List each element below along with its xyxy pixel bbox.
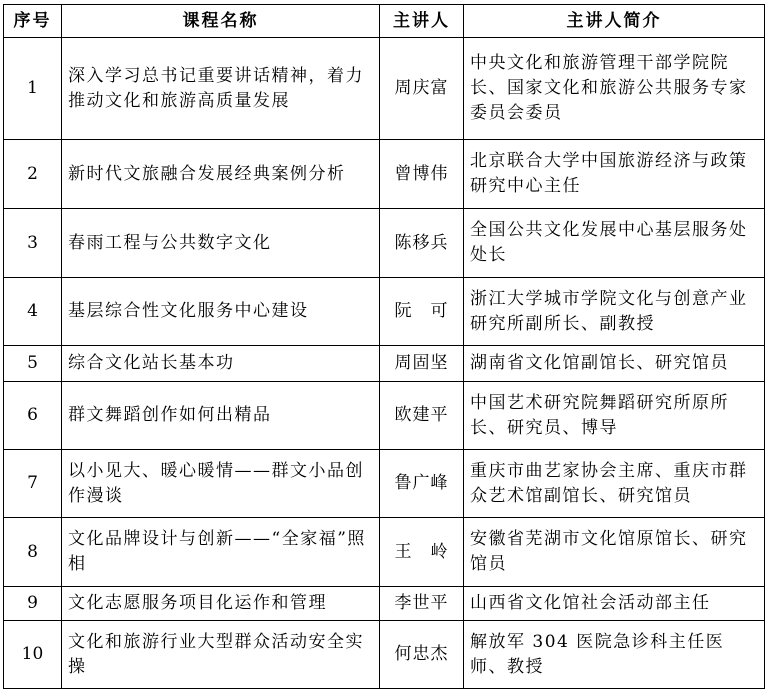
speaker-bio: 重庆市曲艺家协会主席、重庆市群众艺术馆副馆长、研究馆员 xyxy=(464,450,765,518)
speaker-name: 周固坚 xyxy=(380,346,464,382)
table-row xyxy=(4,209,765,278)
row-number: 9 xyxy=(4,587,62,621)
course-table xyxy=(3,4,765,689)
speaker-name: 陈移兵 xyxy=(380,209,464,278)
speaker-name: 李世平 xyxy=(380,587,464,621)
course-name: 深入学习总书记重要讲话精神，着力推动文化和旅游高质量发展 xyxy=(62,38,380,140)
table-row xyxy=(4,450,765,518)
table-row xyxy=(4,38,765,140)
course-name: 新时代文旅融合发展经典案例分析 xyxy=(62,140,380,209)
table-row xyxy=(4,382,765,450)
speaker-bio: 安徽省芜湖市文化馆原馆长、研究馆员 xyxy=(464,518,765,587)
speaker-name: 欧建平 xyxy=(380,382,464,450)
row-number: 4 xyxy=(4,278,62,346)
speaker-bio: 解放军 304 医院急诊科主任医师、教授 xyxy=(464,621,765,689)
table-row xyxy=(4,587,765,621)
speaker-bio: 浙江大学城市学院文化与创意产业研究所副所长、副教授 xyxy=(464,278,765,346)
speaker-bio: 全国公共文化发展中心基层服务处处长 xyxy=(464,209,765,278)
table-row xyxy=(4,140,765,209)
table-row xyxy=(4,621,765,689)
row-number: 2 xyxy=(4,140,62,209)
row-number: 10 xyxy=(4,621,62,689)
course-name: 以小见大、暖心暖情——群文小品创作漫谈 xyxy=(62,450,380,518)
row-number: 5 xyxy=(4,346,62,382)
speaker-name: 曾博伟 xyxy=(380,140,464,209)
speaker-name: 王 岭 xyxy=(380,518,464,587)
table-row xyxy=(4,346,765,382)
header-number: 序号 xyxy=(4,5,62,38)
speaker-name: 鲁广峰 xyxy=(380,450,464,518)
course-name: 文化和旅游行业大型群众活动安全实操 xyxy=(62,621,380,689)
course-name: 群文舞蹈创作如何出精品 xyxy=(62,382,380,450)
speaker-bio: 山西省文化馆社会活动部主任 xyxy=(464,587,765,621)
course-name: 综合文化站长基本功 xyxy=(62,346,380,382)
speaker-bio: 中国艺术研究院舞蹈研究所原所长、研究员、博导 xyxy=(464,382,765,450)
row-number: 8 xyxy=(4,518,62,587)
header-row xyxy=(4,5,765,38)
speaker-name: 阮 可 xyxy=(380,278,464,346)
course-name: 文化志愿服务项目化运作和管理 xyxy=(62,587,380,621)
row-number: 6 xyxy=(4,382,62,450)
speaker-bio: 北京联合大学中国旅游经济与政策研究中心主任 xyxy=(464,140,765,209)
header-course-name: 课程名称 xyxy=(62,5,380,38)
table-row xyxy=(4,518,765,587)
speaker-bio: 湖南省文化馆副馆长、研究馆员 xyxy=(464,346,765,382)
header-speaker-bio: 主讲人简介 xyxy=(464,5,765,38)
row-number: 3 xyxy=(4,209,62,278)
table-row xyxy=(4,278,765,346)
course-name: 基层综合性文化服务中心建设 xyxy=(62,278,380,346)
course-name: 春雨工程与公共数字文化 xyxy=(62,209,380,278)
row-number: 1 xyxy=(4,38,62,140)
row-number: 7 xyxy=(4,450,62,518)
speaker-name: 周庆富 xyxy=(380,38,464,140)
header-speaker: 主讲人 xyxy=(380,5,464,38)
speaker-bio: 中央文化和旅游管理干部学院院长、国家文化和旅游公共服务专家委员会委员 xyxy=(464,38,765,140)
speaker-name: 何忠杰 xyxy=(380,621,464,689)
course-name: 文化品牌设计与创新——“全家福”照相 xyxy=(62,518,380,587)
